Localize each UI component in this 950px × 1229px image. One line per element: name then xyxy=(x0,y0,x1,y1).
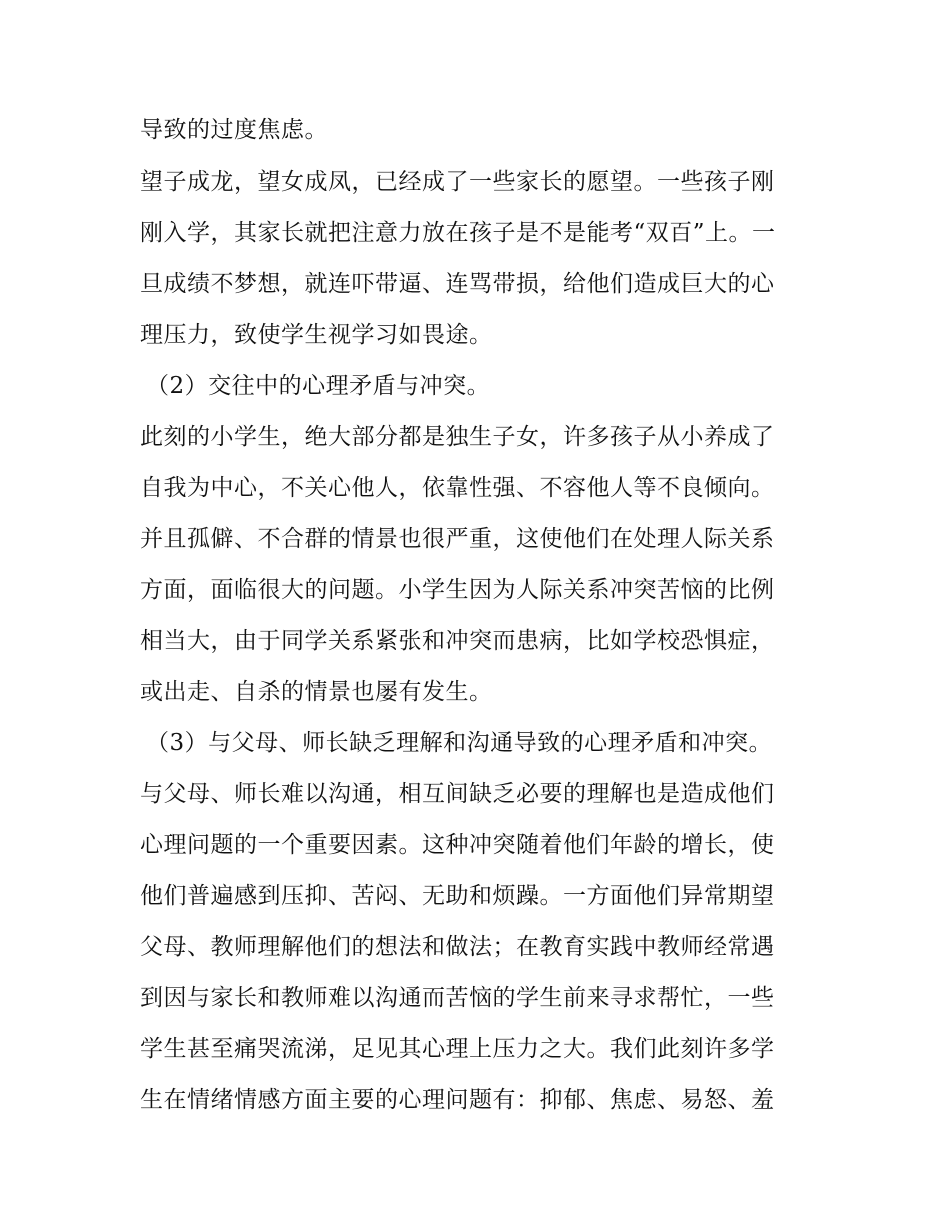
text-line-10: 方面，面临很大的问题。小学生因为人际关系冲突苦恼的比例 xyxy=(140,577,775,603)
text-line-12: 或出走、自杀的情景也屡有发生。 xyxy=(140,679,493,705)
text-line-16: 他们普遍感到压抑、苦闷、无助和烦躁。一方面他们异常期望 xyxy=(140,883,775,909)
text-line-5: 理压力，致使学生视学习如畏途。 xyxy=(140,322,493,348)
text-line-4: 旦成绩不梦想，就连吓带逼、连骂带损，给他们造成巨大的心 xyxy=(140,271,775,297)
text-line-7: 此刻的小学生，绝大部分都是独生子女，许多孩子从小养成了 xyxy=(140,424,775,450)
text-line-8: 自我为中心，不关心他人，依靠性强、不容他人等不良倾向。 xyxy=(140,475,775,501)
text-line-18: 到因与家长和教师难以沟通而苦恼的学生前来寻求帮忙，一些 xyxy=(140,985,775,1011)
text-line-1: 导致的过度焦虑。 xyxy=(140,117,328,143)
text-line-20: 生在情绪情感方面主要的心理问题有：抑郁、焦虑、易怒、羞 xyxy=(140,1087,775,1113)
section-heading-2: （2）交往中的心理矛盾与冲突。 xyxy=(146,373,491,399)
text-line-2: 望子成龙，望女成凤，已经成了一些家长的愿望。一些孩子刚 xyxy=(140,169,775,195)
text-line-14: 与父母、师长难以沟通，相互间缺乏必要的理解也是造成他们 xyxy=(140,781,775,807)
text-line-3: 刚入学，其家长就把注意力放在孩子是不是能考“双百”上。一 xyxy=(140,220,776,246)
section-heading-3: （3）与父母、师长缺乏理解和沟通导致的心理矛盾和冲突。 xyxy=(146,730,773,756)
text-line-11: 相当大，由于同学关系紧张和冲突而患病，比如学校恐惧症， xyxy=(140,628,775,654)
text-line-19: 学生甚至痛哭流涕，足见其心理上压力之大。我们此刻许多学 xyxy=(140,1036,775,1062)
text-line-9: 并且孤僻、不合群的情景也很严重，这使他们在处理人际关系 xyxy=(140,526,775,552)
text-line-17: 父母、教师理解他们的想法和做法；在教育实践中教师经常遇 xyxy=(140,934,775,960)
text-line-15: 心理问题的一个重要因素。这种冲突随着他们年龄的增长，使 xyxy=(140,832,775,858)
